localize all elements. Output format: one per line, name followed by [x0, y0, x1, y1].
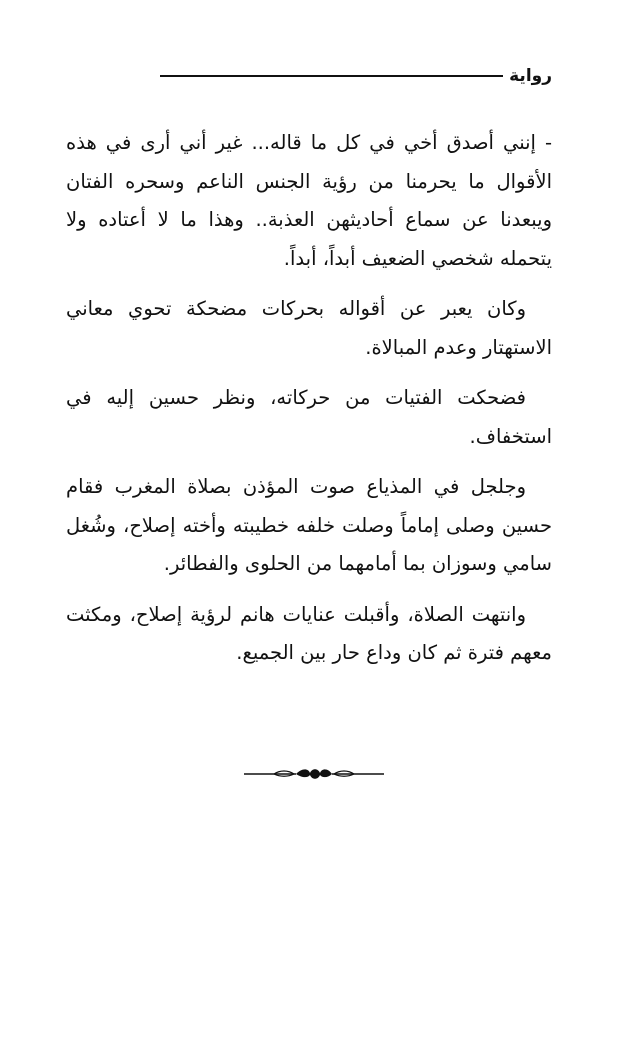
header-rule: [160, 75, 503, 77]
page-body: [66, 124, 552, 685]
paragraph-2: وكان يعبر عن أقواله بحركات مضحكة تحوي معاني الاستهتار وعدم المبالاة.: [66, 297, 552, 359]
decorative-divider-icon: [244, 764, 384, 784]
page-header: [160, 62, 552, 90]
running-title: رواية: [509, 66, 552, 86]
paragraph-1: - إنني أصدق أخي في كل ما قاله... غير أني أرى في هذه الأقوال ما يحرمنا من رؤية الجنس الناعم وسحره الفتان ويبعدنا عن سماع أحاديثهن العذبة.. وهذا ما لا أعتاده ولا يتحمله شخصي الضعيف أبداً، أبداً.: [66, 131, 552, 270]
paragraph-3: فضحكت الفتيات من حركاته، ونظر حسين إليه في استخفاف.: [66, 386, 552, 448]
paragraph-5: وانتهت الصلاة، وأقبلت عنايات هانم لرؤية إصلاح، ومكثت معهم فترة ثم كان وداع حار بين الجميع.: [66, 602, 552, 664]
paragraph-4: وجلجل في المذياع صوت المؤذن بصلاة المغرب فقام حسين وصلى إماماً وصلت خلفه خطيبته وأخته إصلاح، وشُغل سامي وسوزان بما أمامهما من الحلوى والفطائر.: [66, 475, 552, 575]
